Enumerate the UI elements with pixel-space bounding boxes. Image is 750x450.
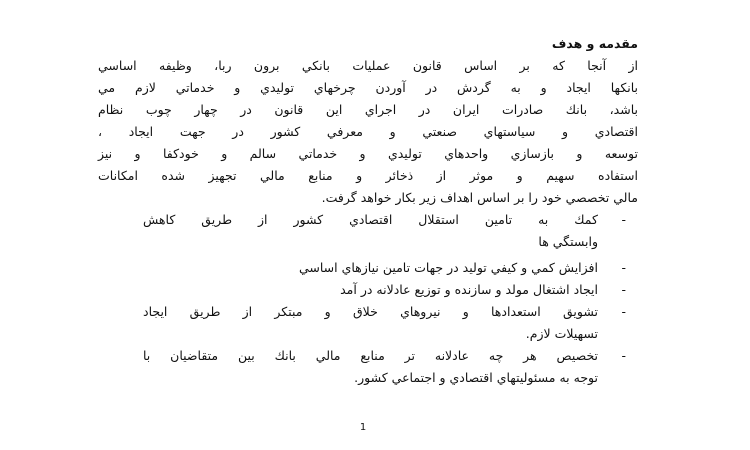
bullet-marker: - [621, 282, 626, 297]
paragraph-line: اقتصادي و سياستهاي صنعتي و معرفي كشور در جهت ايجاد ، [98, 124, 638, 139]
page-number: 1 [359, 422, 367, 433]
paragraph-line: استفاده سهيم و موثر از ذخائر و منابع مالي تجهيز شده امكانات [98, 168, 638, 183]
paragraph-line: بانكها ايجاد و به گردش در آوردن چرخهاي توليدي و خدماتي لازم مي [98, 80, 638, 95]
bullet-marker: - [621, 304, 626, 319]
bullet-marker: - [621, 260, 626, 275]
list-item-line: كمك به تامين استقلال اقتصادي كشور از طريق كاهش [143, 212, 598, 227]
paragraph-line: از آنجا كه بر اساس قانون عمليات بانكي برون ربا، وظيفه اساسي [98, 58, 638, 73]
list-item [143, 257, 638, 279]
intro-paragraph [98, 55, 638, 209]
document-body [98, 33, 638, 389]
list-item-line: توجه به مسئوليتهاي اقتصادي و اجتماعي كشور. [354, 370, 598, 385]
bullet-marker: - [621, 212, 626, 227]
bullet-marker: - [621, 348, 626, 363]
list-item [143, 209, 638, 253]
list-item-line: تسهيلات لازم. [525, 326, 598, 341]
paragraph-line: باشد، بانك صادرات ايران در اجراي اين قانون در چهار چوب نظام [98, 102, 638, 117]
list-item-line: ايجاد اشتغال مولد و سازنده و توزيع عادلانه در آمد [340, 282, 598, 297]
list-item [143, 301, 638, 345]
paragraph-line: مالي تخصصي خود را بر اساس اهداف زير بكار خواهد گرفت. [321, 190, 638, 205]
list-item [143, 345, 638, 389]
paragraph-line: توسعه و بازسازي واحدهاي توليدي و خدماتي سالم و خودكفا و نيز [98, 146, 638, 161]
goals-list [98, 209, 638, 389]
list-item-line: افزايش كمي و كيفي توليد در جهات تامين نيازهاي اساسي [298, 260, 598, 275]
section-heading: مقدمه و هدف [551, 36, 638, 51]
list-item [143, 279, 638, 301]
list-item-line: تشويق استعدادها و نيروهاي خلاق و مبتكر از طريق ايجاد [143, 304, 598, 319]
list-item-line: وابستگي ها [538, 234, 598, 249]
list-item-line: تخصيص هر چه عادلانه تر منابع مالي بانك بين متقاضيان با [143, 348, 598, 363]
